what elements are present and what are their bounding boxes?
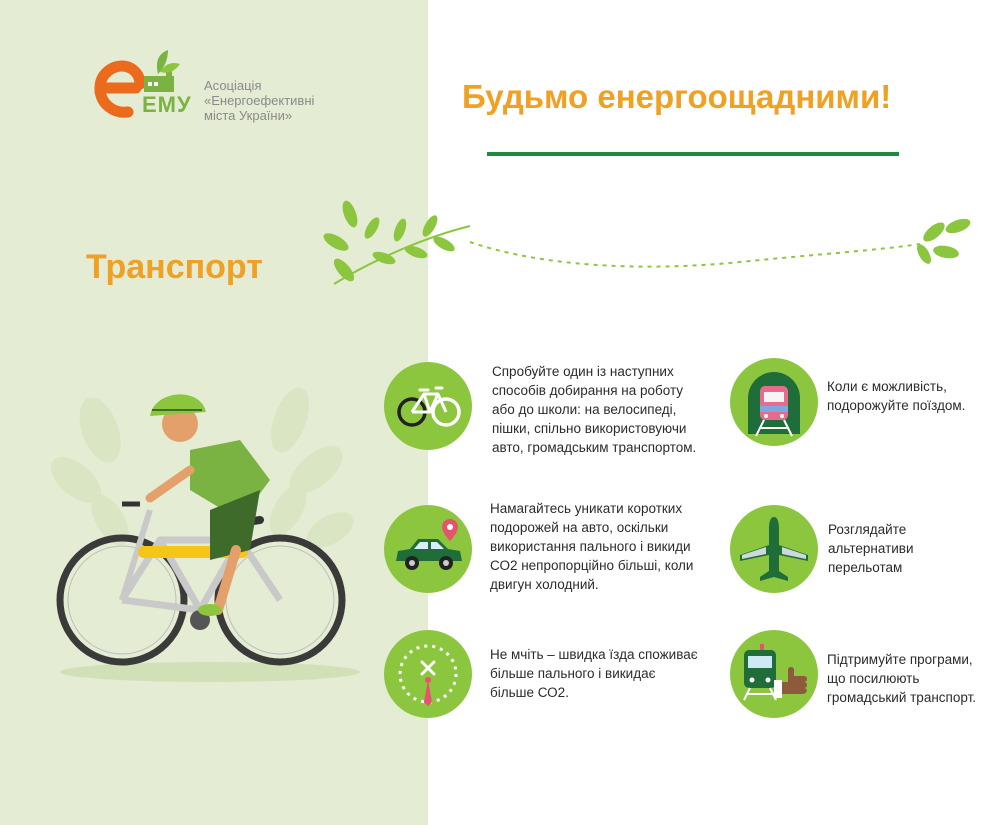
tip-line: Розглядайте [828,522,907,537]
tip-line: що посилюють [827,671,920,686]
logo [84,44,344,124]
airplane-icon [730,505,818,593]
tip-line: двигун холодний. [490,577,599,592]
title-divider [487,152,899,156]
tip-line: авто, громадським транспортом. [492,440,697,455]
tip-line: подорожуйте поїздом. [827,398,966,413]
tip-line: СО2 непропорційно більші, коли [490,558,694,573]
tip-line: пішки, спільно використовуючи [492,421,687,436]
tip-text [827,650,976,707]
speedometer-icon [384,630,472,718]
logo-line: міста України» [204,108,293,123]
tip-text [490,499,693,594]
tip-line: Підтримуйте програми, [827,652,973,667]
public-transport-icon [730,630,818,718]
tip-line: подорожей на авто, оскільки [490,520,669,535]
tip-line: Спробуйте один із наступних [492,364,674,379]
tip-line: альтернативи [828,541,914,556]
train-icon [730,358,818,446]
tip-line: більше пального і викидає [490,666,656,681]
logo-text [204,78,314,123]
tip-line: Коли є можливість, [827,379,947,394]
tip-line: використання пального і викиди [490,539,691,554]
logo-acronym: ЕМУ [142,92,192,117]
tip-text [490,645,698,702]
tip-line: більше СО2. [490,685,569,700]
bicycle-icon [384,362,472,450]
car-icon [384,505,472,593]
section-title: Транспорт [86,248,263,286]
page-title: Будьмо енергоощадними! [462,78,892,115]
tip-line: перельотам [828,560,903,575]
tip-text [492,362,696,457]
tip-text [827,377,965,415]
tip-line: Намагайтесь уникати коротких [490,501,683,516]
logo-line: «Енергоефективні [204,93,315,108]
tip-line: або до школи: на велосипеді, [492,402,677,417]
cyclist-illustration-icon [40,360,370,690]
vine-decoration-icon [320,196,980,296]
logo-line: Асоціація [204,78,262,93]
tip-line: способів добирання на роботу [492,383,684,398]
tip-line: Не мчіть – швидка їзда споживає [490,647,698,662]
tip-line: громадський транспорт. [827,690,977,705]
tip-text [828,520,914,577]
